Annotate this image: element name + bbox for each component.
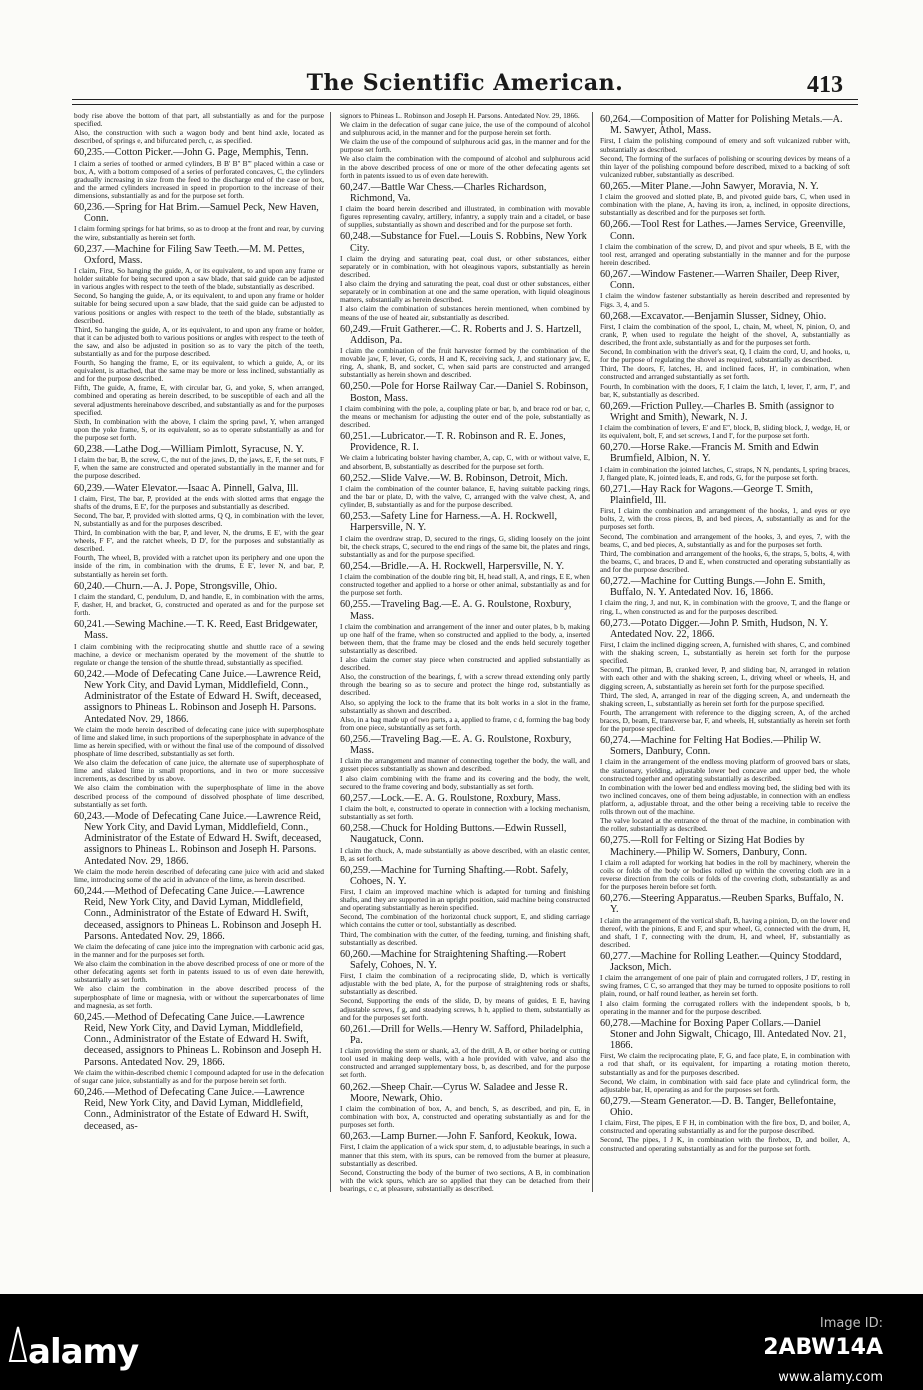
image-id-value: 2ABW14A xyxy=(763,1335,883,1360)
patent-claim-text: Second, Constructing the body of the burner of two sections, A B, in combination with the wick spurs, which are so applied that they can be detached from their bearings, c c, at pleasure, substantially as described. xyxy=(340,1167,590,1193)
patent-claim-text: I claim the arrangement and manner of connecting together the body, the wall, and gusset pieces substantially as shown and described. xyxy=(340,756,590,774)
patent-heading: 60,267.—Window Fastener.—Warren Shailer, Deep River, Conn. xyxy=(600,269,840,292)
patent-claim-text: Second, The pipes, I J K, in combination with the firebox, D, and boiler, A, constructed and operating substantially as and for the purpose set forth. xyxy=(600,1135,850,1153)
patent-heading: 60,246.—Method of Defecating Cane Juice.—Lawrence Reid, New York City, and David Lyman, Middlefield, Conn., Administrator of the Estate of Edward H. Swift, deceased, as- xyxy=(74,1086,309,1132)
patent-heading: 60,272.—Machine for Cutting Bungs.—John E. Smith, Buffalo, N. Y. Antedated Nov. 16, 1866. xyxy=(600,576,826,599)
patent-claim-text: First, I claim the application of a wick spur stem, d, to adjustable bearings, in such a manner that this stem, with its spurs, can be removed from the burner at pleasure, substantially as described. xyxy=(340,1142,590,1168)
patent-claim-text: Third, The doors, F, latches, H, and inclined faces, H', in combination, when constructed and arranged substantially as set forth. xyxy=(600,364,850,382)
patent-claim-text: Second, So hanging the guide, A, or its equivalent, to and upon any frame or holder suitable for being secured upon a saw blade, that the said guide can be adjusted to various positions or angles with respect to the teeth of the blade, substantially as described. xyxy=(74,291,324,325)
patent-heading: 60,278.—Machine for Boxing Paper Collars.—Daniel Stoner and John Sigwalt, Chicago, Ill. Antedated Nov. 21, 1866. xyxy=(600,1017,847,1052)
patent-claim-text: I also claim combining with the frame and its covering and the body, the welt, secured to the frame covering and body, substantially as set forth. xyxy=(340,773,590,791)
patent-claim-text: We also claim the combination in the above described process of the superphosphate of lime or magnesia, with or without the supercarbonates of lime and magnesia, as set forth. xyxy=(74,984,324,1010)
patent-claim-text: Third, In combination with the bar, P, and lever, N, the drums, E E', with the gear wheels, F F', and the ratchet wheels, D D', for the purposes and substantially as described. xyxy=(74,528,324,554)
patent-claim-text: Fourth, The wheel, B, provided with a ratchet upon its periphery and one upon the inside of the rim, in combination with the drums, E E', lever N, and bar, P, substantially as herein set forth. xyxy=(74,553,324,579)
patent-claim-text: Second, The forming of the surfaces of polishing or scouring devices by means of a thin layer of the polishing compound before described, mixed to a backing of soft vulcanized rubber, substantially as described. xyxy=(600,153,850,179)
patent-claim-text: I claim the overdraw strap, D, secured to the rings, G, sliding loosely on the joint bit, the check straps, C, secured to the end rings of the same bit, the plates and rings, substantially as and for the purpose specified. xyxy=(340,533,590,559)
patent-claim-text: We claim the within-described chemic l compound adapted for use in the defecation of sugar cane juice, substantially as and for the purpose herein set forth. xyxy=(74,1067,324,1085)
stock-url: www.alamy.com xyxy=(778,1370,883,1385)
column-2 xyxy=(340,112,590,1202)
patent-claim-text: First, I claim the combination of a reciprocating slide, D, which is vertically adjustable with the bed plate, A, for the purpose of straightening rods or shafts, substantially as described. xyxy=(340,971,590,997)
patent-claim-text: I claim the board herein described and illustrated, in combination with movable figures representing cavalry, artillery, infantry, a supply train and a citadel, or base of supplies, substantially as shown and described and for the purpose set forth. xyxy=(340,204,590,230)
image-id-block xyxy=(763,1316,883,1360)
patent-heading: 60,251.—Lubricator.—T. R. Robinson and R. E. Jones, Providence, R. I. xyxy=(340,431,566,454)
patent-heading: 60,237.—Machine for Filing Saw Teeth.—M. M. Pettes, Oxford, Mass. xyxy=(74,243,305,266)
patent-heading: 60,235.—Cotton Picker.—John G. Page, Memphis, Tenn. xyxy=(74,147,309,159)
patent-claim-text: Second, We claim, in combination with said face plate and cylindrical form, the adjustable bar, H, operating as and for the purposes set forth. xyxy=(600,1076,850,1094)
patent-claim-text: Also, the construction of the bearings, f, with a screw thread extending only partly through the bearing so as to secure and protect the hinge rod, substantially as described. xyxy=(340,672,590,698)
patent-claim-text: I claim the combination of levers, E' and E'', block, B, sliding block, J, wedge, H, or its equivalent, bolt, F, and set screws, I and I', for the purpose set forth. xyxy=(600,423,850,441)
patent-heading: 60,242.—Mode of Defecating Cane Juice.—Lawrence Reid, New York City, and David Lyman, Middlefield, Conn., Administrator of the Estate of Edward H. Swift, deceased, assignors to Phineas L. Robinson and Joseph H. Parsons. Antedated Nov. 29, 1866. xyxy=(74,668,322,725)
patent-heading: 60,257.—Lock.—E. A. G. Roulstone, Roxbury, Mass. xyxy=(340,792,561,804)
patent-claim-text: I claim, First, So hanging the guide, A, or its equivalent, to and upon any frame or holder suitable for being secured upon a saw blade, that said guide can be adjusted in various angles with respect to the teeth of the blade, substantially as described. xyxy=(74,266,324,292)
patent-heading: 60,249.—Fruit Gatherer.—C. R. Roberts and J. S. Hartzell, Addison, Pa. xyxy=(340,323,582,346)
patent-claim-text: I claim the combination and arrangement of the inner and outer plates, b b, making up one half of the frame, when so constructed and applied to the body, a, inserted between them, that the frame may be closed and the ends held securely together substantially as described. xyxy=(340,621,590,655)
patent-heading: 60,240.—Churn.—A. J. Pope, Strongsville, Ohio. xyxy=(74,580,278,592)
patent-claim-text: Also, so applying the lock to the frame that its bolt works in a slot in the frame, substantially as shown and described. xyxy=(340,697,590,715)
patent-claim-text: Third, The combination with the cutter, of the feeding, turning, and finishing shaft, substantially as described. xyxy=(340,929,590,947)
patent-heading: 60,253.—Safety Line for Harness.—A. H. Rockwell, Harpersville, N. Y. xyxy=(340,511,558,534)
patent-claim-text: Second, Supporting the ends of the slide, D, by means of guides, E E, having adjustable screws, f g, and steadying screws, h h, applied to them, substantially as and for the purposes set forth. xyxy=(340,996,590,1022)
patent-claim-text: We also claim the combination in the above described process of one or more of the other defecating agents set forth in patents issued to us of even date herewith, substantially as set forth. xyxy=(74,959,324,985)
header-rule-thin xyxy=(72,104,858,105)
patent-heading: 60,247.—Battle War Chess.—Charles Richardson, Richmond, Va. xyxy=(340,181,547,204)
patent-heading: 60,244.—Method of Defecating Cane Juice.—Lawrence Reid, New York City, and David Lyman, Middlefield, Conn., Administrator of the Estate of Edward H. Swift, deceased, assignors to Phineas L. Robinson and Joseph H. Parsons. Antedated Nov. 29, 1866. xyxy=(74,885,322,942)
patent-claim-text: I claim forming springs for hat brims, so as to droop at the front and rear, by curving the wire, substantially as herein set forth. xyxy=(74,224,324,242)
patent-claim-text: I claim the combination of the double ring bit, H, head stall, A, and rings, E E, when constructed together and applied to a horse or other animal, substantially as and for the purpose set forth. xyxy=(340,572,590,598)
patent-heading: 60,259.—Machine for Turning Shafting.—Robt. Safely, Cohoes, N. Y. xyxy=(340,864,569,887)
patent-claim-text: First, I claim the polishing compound of emery and soft vulcanized rubber with, substantially as described. xyxy=(600,136,850,154)
patent-heading: 60,263.—Lamp Burner.—John F. Sanford, Keokuk, Iowa. xyxy=(340,1131,577,1143)
patent-claim-text: In combination with the lower bed and endless moving bed, the sliding bed with its two inclined concaves, one of them being adjustable, in connection with an endless platform, a, adjustable throat, and the other being a receiving table to receive the rolls thrown out of the machine. xyxy=(600,782,850,817)
masthead-title: The Scientific American. xyxy=(306,70,624,96)
patent-claim-text: We also claim the defecation of cane juice, the alternate use of superphosphate of lime and slaked lime in small proportions, and in two or more successive increments, as described by us above. xyxy=(74,758,324,784)
patent-claim-text: I claim the bolt, e, constructed to operate in connection with a locking mechanism, substantially as set forth. xyxy=(340,803,590,822)
patent-claim-text: I claim the arrangement of the vertical shaft, B, having a pinion, D, on the lower end thereof, with the pinions, E and F, and spur wheel, G, connected with the drum, H, and shaft, I I', connecting with the drum, H, and wheel, H', substantially as described. xyxy=(600,915,850,949)
patent-claim-text: Fourth, So hanging the frame, E, or its equivalent, to which a guide, A, or its equivalent, is attached, that the same may be more or less inclined, substantially as and for the purpose described. xyxy=(74,358,324,384)
patent-heading: 60,275.—Roll for Felting or Sizing Hat Bodies by Machinery.—Philip W. Somers, Danbury, Conn. xyxy=(600,835,808,858)
patent-claim-text: I claim a series of toothed or armed cylinders, B B' B'' B''' placed within a case or box, A, with a bottom composed of a series of perforated concaves, C, the cylinders gradually increasing in size from the feed to the discharge end of the case or box, and the armed cylinders increased in speed in proportion to the increase of their dimensions, substantially as and for the purpose set forth. xyxy=(74,158,324,200)
patent-claim-text: Also, in a bag made up of two parts, a a, applied to frame, c d, forming the bag body from one piece, substantially as set forth. xyxy=(340,714,590,732)
patent-heading: 60,258.—Chuck for Holding Buttons.—Edwin Russell, Naugatuck, Conn. xyxy=(340,823,567,846)
patent-claim-text: We claim in the defecation of sugar cane juice, the use of the compound of alcohol and sulphurous acid, in the manner and for the purpose herein set forth. xyxy=(340,120,590,138)
column-3 xyxy=(600,112,850,1202)
alamy-logo-icon xyxy=(8,1323,28,1363)
patent-claim-text: We claim the mode herein described of defecating cane juice with acid and slaked lime, introducing some of the acid in advance of the lime, as herein described. xyxy=(74,866,324,884)
patent-claim-text: We claim a lubricating bolster having chamber, A, cap, C, with or without valve, E, and absorbent, B, substantially as described for the purpose set forth. xyxy=(340,453,590,471)
patent-claim-text: I claim the chuck, A, made substantially as above described, with an elastic center, B, as set forth. xyxy=(340,845,590,863)
patent-heading: 60,270.—Horse Rake.—Francis M. Smith and Edwin Brumfield, Albion, N. Y. xyxy=(600,442,819,465)
patent-claim-text: First, I claim an improved machine which is adapted for turning and finishing shafts, and they are supported in an upright position, said machine being constructed and operating substantially as herein specified. xyxy=(340,887,590,913)
patent-claim-text: We claim the defecating of cane juice into the impregnation with carbonic acid gas, in the manner and for the purposes set forth. xyxy=(74,941,324,960)
patent-claim-text: Sixth, In combination with the above, I claim the spring pawl, Y, when arranged upon the yoke frame, S, or its equivalent, so as to operate substantially as and for the purpose set forth. xyxy=(74,416,324,442)
patent-claim-text: First, We claim the reciprocating plate, F, G, and face plate, E, in combination with a rod that shaft, or its equivalent, for imparting a rotating motion thereto, substantially as and for the purposes described. xyxy=(600,1051,850,1077)
patent-heading: 60,266.—Tool Rest for Lathes.—James Service, Greenville, Conn. xyxy=(600,219,846,242)
patent-heading: 60,268.—Excavator.—Benjamin Slusser, Sidney, Ohio. xyxy=(600,310,827,322)
patent-heading: 60,239.—Water Elevator.—Isaac A. Pinnell, Galva, Ill. xyxy=(74,482,299,494)
patent-heading: 60,279.—Steam Generator.—D. B. Tanger, Bellefontaine, Ohio. xyxy=(600,1095,837,1119)
patent-claim-text: I claim the bar, B, the screw, C, the nut of the jaws, D, the jaws, E, F, the set nuts, F F, when the same are constructed and operated substantially in the manner and for the purpose described. xyxy=(74,455,324,481)
masthead xyxy=(0,70,923,100)
patent-heading: 60,252.—Slide Valve.—W. B. Robinson, Detroit, Mich. xyxy=(340,472,568,484)
patent-claim-text: I claim in the arrangement of the endless moving platform of grooved bars or slats, the stationary, yielding, adjustable lower bed concave and upper bed, the whole constructed together and operating substantially as described. xyxy=(600,757,850,783)
patent-claim-text: signors to Phineas L. Robinson and Joseph H. Parsons. Antedated Nov. 29, 1866. xyxy=(340,112,580,120)
patent-claim-text: Fourth, The arrangement with reference to the digging screen, A, of the arched braces, D, beam, E, transverse bar, F, and wheels, H, substantially as herein set forth for the purpose specified. xyxy=(600,707,850,733)
patent-claim-text: I claim the standard, C, pendulum, D, and handle, E, in combination with the arms, F, dasher, H, and bracket, G, constructed and operated as and for the purpose set forth. xyxy=(74,591,324,618)
patent-heading: 60,260.—Machine for Straightening Shafting.—Robert Safely, Cohoes, N. Y. xyxy=(340,948,566,971)
patent-claim-text: I claim, First, The pipes, E F H, in combination with the fire box, D, and boiler, A, constructed and operating substantially as and for the purpose described. xyxy=(600,1118,850,1136)
patent-claim-text: I claim the grooved and slotted plate, B, and pivoted guide bars, C, when used in combination with the plane, A, having its iron, a, inclined, in opposite directions, substantially as described and for the purposes set forth. xyxy=(600,192,850,218)
patent-heading: 60,236.—Spring for Hat Brim.—Samuel Peck, New Haven, Conn. xyxy=(74,202,319,225)
patent-claim-text: The valve located at the entrance of the throat of the machine, in combination with the roller, substantially as described. xyxy=(600,816,850,834)
patent-claim-text: Third, The sled, A, arranged in rear of the digging screen, A, and underneath the shaking screen, L, substantially as herein set forth for the purpose specified. xyxy=(600,690,850,708)
column-divider xyxy=(330,112,331,1192)
patent-claim-text: First, I claim the inclined digging screen, A, furnished with shares, C, and combined with the shaking screen, L, substantially as herein set forth for the purpose specified. xyxy=(600,640,850,666)
patent-claim-text: We also claim the combination with the compound of alcohol and sulphurous acid in the above described process of one or more of the other defecating agents set forth in patents issued to us of even date herewith. xyxy=(340,154,590,180)
patent-heading: 60,248.—Substance for Fuel.—Louis S. Robbins, New York City. xyxy=(340,231,587,254)
patent-claim-text: Fifth, The guide, A, frame, E, with circular bar, G, and yoke, S, when arranged, combined and operating as herein described, to be susceptible of each and all the several adjustments hereinabove described, and substantially as and for the purposes specified. xyxy=(74,383,324,417)
patent-claim-text: I claim a roll adapted for working hat bodies in the roll by machinery, wherein the coils or folds of the body or bodies rolled up within the covering cloth are in a reverse direction from the coils or folds of the covering cloth, substantially as and for the purposes herein before set forth. xyxy=(600,857,850,891)
alamy-wordmark: alamy xyxy=(28,1332,139,1372)
patent-claim-text: I claim combining with the reciprocating shuttle and shuttle race of a sewing machine, a device or mechanism operated by the movement of the shuttle to regulate or change the tension of the shuttle thread, substantially as specified. xyxy=(74,641,324,667)
patent-claim-text: We also claim the combination with the superphosphate of lime in the above described process of the compound of dissolved phosphate of lime described, substantially as set forth. xyxy=(74,783,324,809)
patent-claim-text: I claim the combination of box, A, and bench, S, as described, and pin, E, in combination with box, A, constructed and operating substantially as and for the purposes set forth. xyxy=(340,1103,590,1130)
patent-heading: 60,255.—Traveling Bag.—E. A. G. Roulstone, Roxbury, Mass. xyxy=(340,599,572,622)
patent-claim-text: Fourth, In combination with the doors, F, I claim the latch, I, lever, I', arm, I'', and bar, K, substantially as described. xyxy=(600,381,850,399)
patent-claim-text: We claim the use of the compound of sulphurous acid gas, in the manner and for the purpose set forth. xyxy=(340,137,590,155)
patent-heading: 60,277.—Machine for Rolling Leather.—Quincy Stoddard, Jackson, Mich. xyxy=(600,950,842,974)
patent-claim-text: I also claim the corner stay piece when constructed and applied substantially as described. xyxy=(340,655,590,673)
patent-heading: 60,264.—Composition of Matter for Polishing Metals.—A. M. Sawyer, Athol, Mass. xyxy=(600,114,843,137)
page-number: 413 xyxy=(807,72,843,98)
patent-claim-text: I claim combining with the pole, a, coupling plate or bar, b, and brace rod or bar, c, the means or mechanism for adjusting the outer end of the pole, substantially as described. xyxy=(340,403,590,429)
patent-claim-text: I claim the combination of the counter balance, E, having suitable packing rings, and the bar or plate, D, with the valve, C, arranged with the valve chest, A, and cylinder, B, substantially as and for the purpose described. xyxy=(340,483,590,510)
header-rule xyxy=(72,99,858,100)
patent-heading: 60,250.—Pole for Horse Railway Car.—Daniel S. Robinson, Boston, Mass. xyxy=(340,381,589,404)
patent-claim-text: Also, the construction with such a wagon body and bent hind axle, located as described, of springs e, and bifurcated perch, c, as specified. xyxy=(74,128,324,146)
patent-heading: 60,241.—Sewing Machine.—T. K. Reed, East Bridgewater, Mass. xyxy=(74,619,318,642)
patent-heading: 60,271.—Hay Rack for Wagons.—George T. Smith, Plainfield, Ill. xyxy=(600,483,813,507)
patent-claim-text: I claim the ring, J, and nut, K, in combination with the groove, T, and the flange or ring, L, when constructed as and for the purposes described. xyxy=(600,598,850,616)
patent-claim-text: I claim the combination of the screw, D, and pivot and spur wheels, B E, with the tool rest, arranged and operating substantially in the manner and for the purpose herein described. xyxy=(600,241,850,267)
patent-heading: 60,273.—Potato Digger.—John P. Smith, Hudson, N. Y. Antedated Nov. 22, 1866. xyxy=(600,617,829,640)
patent-claim-text: I claim providing the stem or shank, a3, of the drill, A B, or other boring or cutting tool used in making deep wells, with a hole provided with valve, and also the constructed and arranged supplementary boss, b, as described, and for the purpose set forth. xyxy=(340,1046,590,1080)
patent-heading: 60,238.—Lathe Dog.—William Pimlott, Syracuse, N. Y. xyxy=(74,444,304,456)
patent-heading: 60,265.—Miter Plane.—John Sawyer, Moravia, N. Y. xyxy=(600,180,819,192)
patent-claim-text: I claim the drying and saturating peat, coal dust, or other substances, either separately or in combination, with hot oleaginous vapors, substantially as herein described. xyxy=(340,253,590,280)
patent-claim-text: First, I claim the combination and arrangement of the hooks, 1, and eyes or eye bolts, 2, with the cross pieces, B, and bed pieces, A, substantially as and for the purposes set forth. xyxy=(600,506,850,532)
patent-claim-text: We claim the mode herein described of defecating cane juice with superphosphate of lime and slaked lime, in such proportions of the superphosphate in advance of the lime as herein specified, with or without the final use of the compound of dissolved phosphate of lime described, substantially as set forth. xyxy=(74,724,324,759)
patent-heading: 60,274.—Machine for Felting Hat Bodies.—Philip W. Somers, Danbury, Conn. xyxy=(600,735,821,758)
patent-claim-text: I claim in combination the jointed latches, C, straps, N N, pendants, I, spring braces, J, flanged plate, K, jointed leads, E, and rods, G, for the purpose set forth. xyxy=(600,464,850,482)
patent-heading: 60,243.—Mode of Defecating Cane Juice.—Lawrence Reid, New York City, and David Lyman, Middlefield, Conn., Administrator of the Estate of Edward H. Swift, deceased, assignors to Phineas L. Robinson and Joseph H. Parsons. Antedated Nov. 29, 1866. xyxy=(74,810,322,867)
patent-claim-text: Third, The combination and arrangement of the hooks, 6, the straps, 5, bolts, 4, with the beams, C, and braces, D and E, when constructed and operating substantially as and for the purpose described. xyxy=(600,548,850,574)
patent-claim-text: I also claim the drying and saturating the peat, coal dust or other substances, either separately or in combination at one and the same operation, with liquid oleaginous matters, substantially as herein described. xyxy=(340,279,590,305)
patent-heading: 60,261.—Drill for Wells.—Henry W. Safford, Philadelphia, Pa. xyxy=(340,1023,583,1046)
patent-heading: 60,256.—Traveling Bag.—E. A. G. Roulstone, Roxbury, Mass. xyxy=(340,733,572,757)
patent-claim-text: I claim the arrangement of one pair of plain and corrugated rollers, J D', resting in swing frames, C C, so arranged that they may be turned to opposite positions to roll plain, round, or half round leather, as herein set forth. xyxy=(600,973,850,999)
patent-heading: 60,262.—Sheep Chair.—Cyrus W. Saladee and Jesse R. Moore, Newark, Ohio. xyxy=(340,1081,568,1104)
column-1 xyxy=(74,112,324,1202)
patent-heading: 60,276.—Steering Apparatus.—Reuben Sparks, Buffalo, N. Y. xyxy=(600,893,844,916)
patent-claim-text: First, I claim the combination of the spool, L, chain, M, wheel, N, pinion, O, and crank, P, when used to regulate the height of the shovel, A, substantially as described, the front axle, substantially as and for the purposes set forth. xyxy=(600,321,850,348)
patent-claim-text: I claim, First, The bar, P, provided at the ends with slotted arms that engage the shafts of the drums, E E', for the purposes and substantially as described. xyxy=(74,493,324,511)
patent-claim-text: Second, The pitman, B, cranked lever, P, and sliding bar, N, arranged in relation with each other and with the shaking screen, L, driving wheel or wheels, H, and digging screen, A, substantially as herein set forth for the purpose specified. xyxy=(600,665,850,691)
patent-claim-text: body rise above the bottom of that part, all substantially as and for the purpose specified. xyxy=(74,112,324,129)
column-divider xyxy=(592,112,593,1192)
patent-claim-text: Second, The bar, P, provided with slotted arms, Q Q, in combination with the lever, N, substantially as and for the purposes described. xyxy=(74,510,324,528)
patent-claim-text: I also claim forming the corrugated rollers with the independent spools, b b, operating in the manner and for the purpose described. xyxy=(600,998,850,1016)
patent-heading: 60,245.—Method of Defecating Cane Juice.—Lawrence Reid, New York City, and David Lyman, Middlefield, Conn., Administrator of the Estate of Edward H. Swift, deceased, assignors to Phineas L. Robinson and Joseph H. Parsons. Antedated Nov. 29, 1866. xyxy=(74,1011,322,1068)
patent-claim-text: Second, The combination and arrangement of the hooks, 3, and eyes, 7, with the beams, C, and bed pieces, A, substantially as and for the purposes set forth. xyxy=(600,531,850,549)
patent-claim-text: Second, The combination of the horizontal chuck support, E, and sliding carriage which contains the cutter or tool, substantially as described. xyxy=(340,912,590,930)
patent-claim-text: I claim the window fastener substantially as herein described and represented by Figs. 3, 4, and 5. xyxy=(600,291,850,309)
patent-heading: 60,254.—Bridle.—A. H. Rockwell, Harpersville, N. Y. xyxy=(340,560,565,572)
patent-heading: 60,269.—Friction Pulley.—Charles B. Smith (assignor to Wright and Smith), Newark, N. J. xyxy=(600,400,834,423)
patent-claim-text: I also claim the combination of substances herein mentioned, when combined by means of the use of heated air, substantially as described. xyxy=(340,304,590,322)
patent-claim-text: Third, So hanging the guide, A, or its equivalent, to and upon any frame or holder, that it can be adjusted both to various positions or angles with respect to the teeth of the saw, and also be adjusted in position so as to vary the pitch of the teeth, substantially as and for the purpose described. xyxy=(74,324,324,358)
image-id-label: Image ID: xyxy=(819,1316,883,1331)
patent-claim-text: Second, In combination with the driver's seat, Q, I claim the cord, U, and hooks, u, for the purpose of regulating the shovel as required, substantially as described. xyxy=(600,347,850,365)
patent-claim-text: I claim the combination of the fruit harvester formed by the combination of the movable jaw, F, lever, G, cords, H and K, receiving sack, J, and stationary jaw, E, ring, A, shank, B, and socket, C, when said parts are constructed and arranged substantially as herein shown and described. xyxy=(340,346,590,380)
